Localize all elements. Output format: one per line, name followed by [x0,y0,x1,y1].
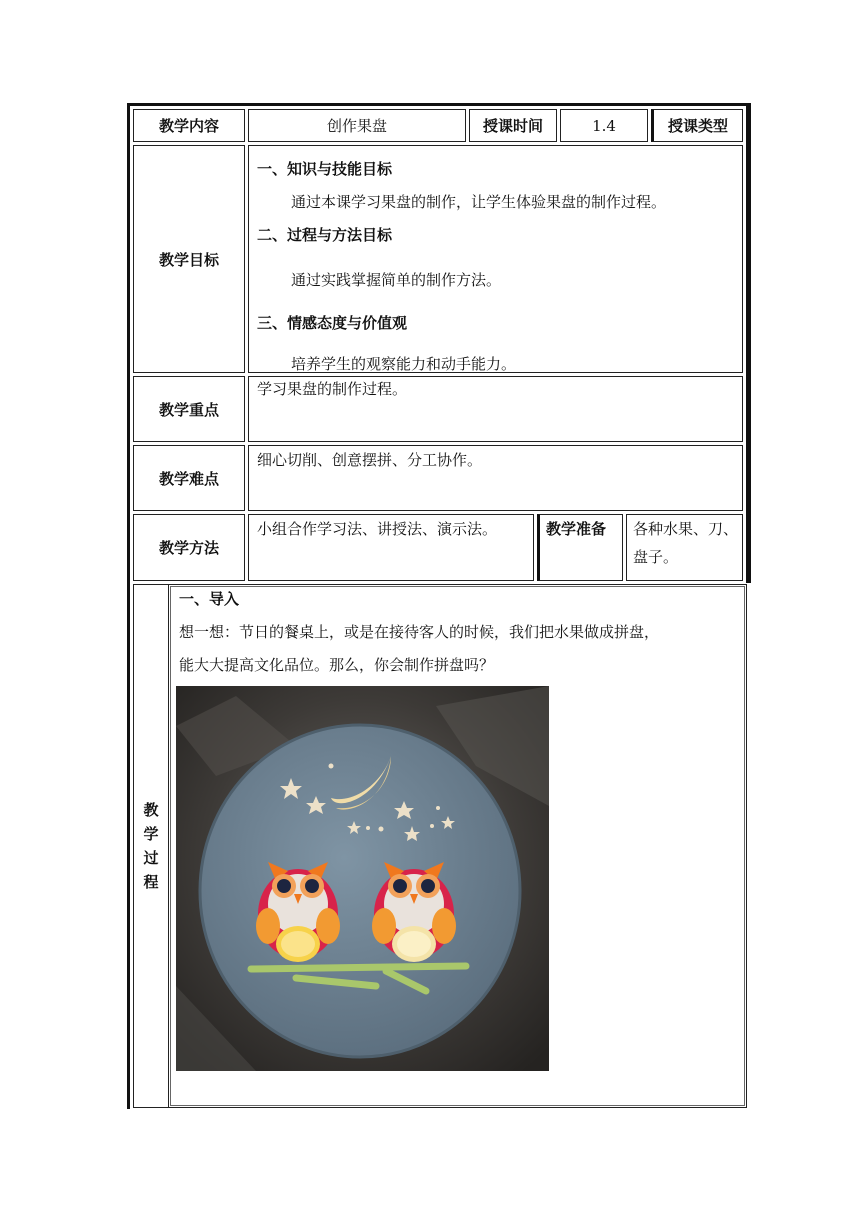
table-left-border [127,103,130,1109]
objective-heading-1: 一、知识与技能目标 [257,160,393,178]
key-point-label: 教学重点 [158,400,219,419]
method-label: 教学方法 [158,539,219,557]
difficulty-label-cell [133,445,245,511]
objectives-label-cell [133,145,245,373]
objective-heading-2: 二、过程与方法目标 [257,226,393,244]
difficulty-cell [248,445,743,511]
prep-cell [626,514,743,581]
key-point-text: 学习果盘的制作过程。 [257,380,408,398]
objective-text-3: 培养学生的观察能力和动手能力。 [291,355,517,373]
process-content-cell [168,584,747,1108]
time-label-cell [469,109,557,142]
key-point-label-cell [133,376,245,442]
prep-label: 教学准备 [546,520,607,538]
method-cell [248,514,534,581]
time-label: 授课时间 [482,117,543,135]
content-label: 教学内容 [158,117,219,135]
content-value-cell [248,109,466,142]
method-text: 小组合作学习法、讲授法、演示法。 [257,520,498,538]
objectives-label: 教学目标 [158,250,219,269]
time-value-cell [560,109,648,142]
process-char-3: 过 [143,849,159,867]
process-char-1: 教 [143,801,159,819]
prep-label-cell [537,514,623,581]
intro-line-1: 想一想：节日的餐桌上，或是在接待客人的时候，我们把水果做成拼盘， [179,623,660,641]
objective-heading-3: 三、情感态度与价值观 [257,314,408,332]
content-label-cell [133,109,245,142]
process-char-4: 程 [143,873,159,891]
intro-line-2: 能大大提高文化品位。那么，你会制作拼盘吗？ [179,656,495,674]
prep-line-2: 盘子。 [633,548,679,566]
difficulty-text: 细心切削、创意摆拼、分工协作。 [257,451,483,469]
key-point-cell [248,376,743,442]
content-value: 创作果盘 [326,117,387,135]
prep-line-1: 各种水果、刀、 [633,520,739,538]
process-char-2: 学 [143,825,159,843]
objectives-content-cell [248,145,743,373]
intro-heading: 一、导入 [179,590,240,608]
difficulty-label: 教学难点 [158,469,219,488]
method-label-cell [133,514,245,581]
time-value: 1.4 [592,116,616,135]
table-right-border-upper [746,103,751,583]
type-label-cell [651,109,743,142]
objective-text-1: 通过本课学习果盘的制作，让学生体验果盘的制作过程。 [291,193,667,211]
fruit-platter-photo [176,686,549,1071]
table-top-border [127,103,751,106]
process-label-cell [133,584,168,1108]
type-label: 授课类型 [667,117,728,135]
objective-text-2: 通过实践掌握简单的制作方法。 [291,271,502,289]
